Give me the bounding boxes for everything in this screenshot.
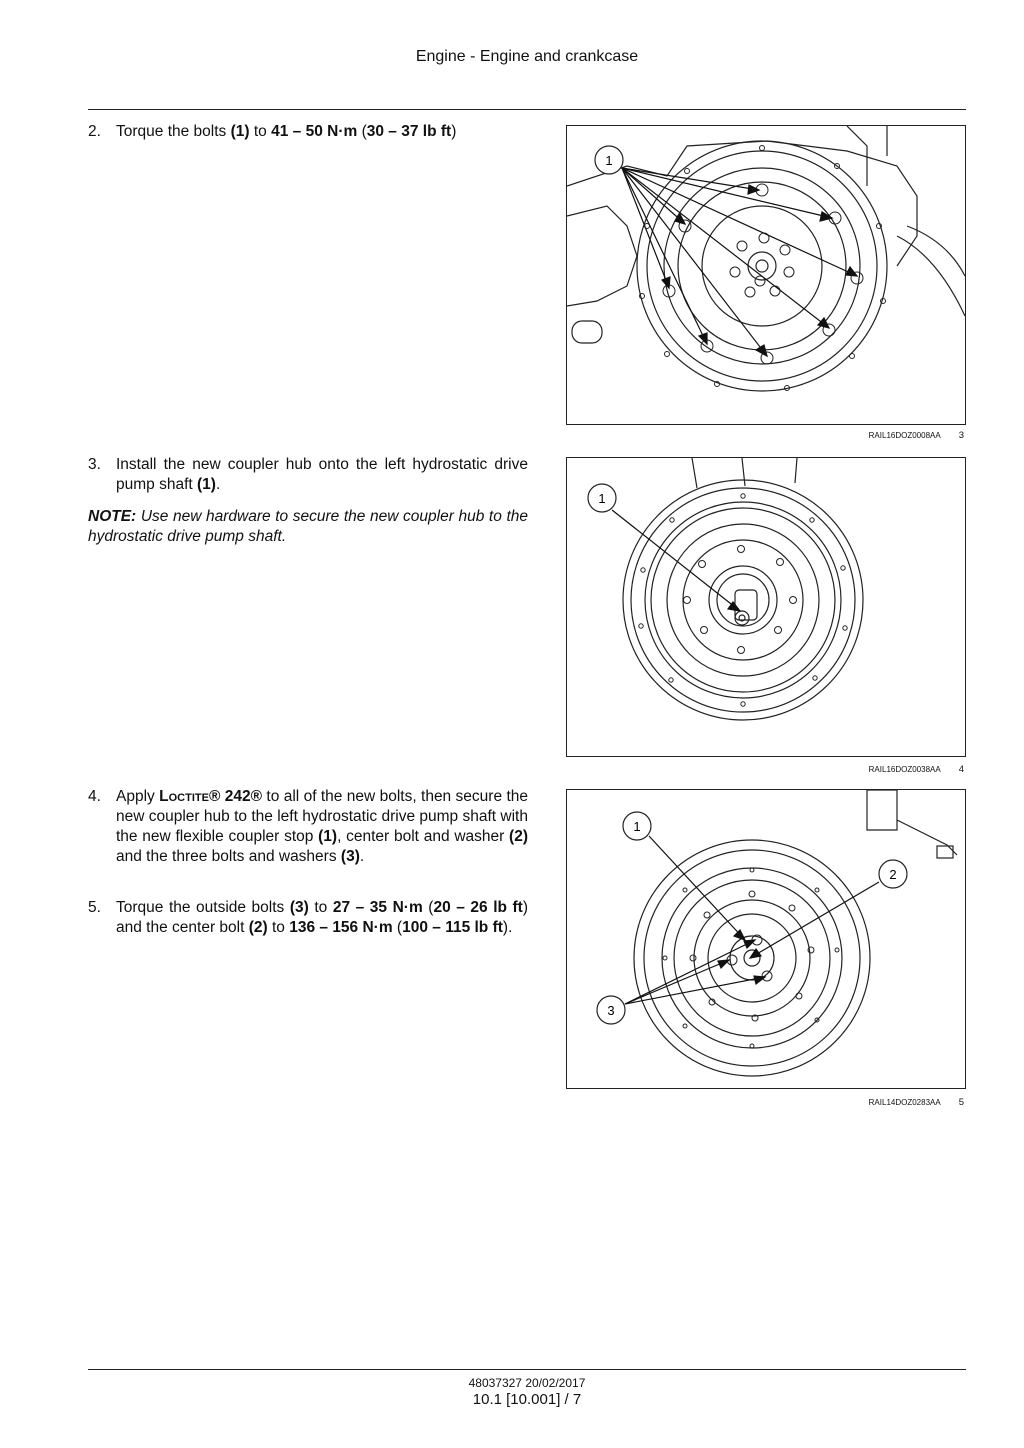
step-text-run: Loctite® 242®	[159, 788, 263, 805]
step-text-run: ) and the center bolt	[116, 899, 529, 936]
step-3	[88, 455, 528, 495]
figure-4-caption	[566, 764, 964, 775]
step-text	[116, 787, 528, 867]
step-number: 4.	[88, 788, 101, 805]
step-text-run: (	[392, 919, 403, 936]
figure-5-drawing	[566, 789, 966, 1089]
step-text	[116, 455, 528, 495]
step-text-run: to	[249, 123, 272, 140]
step-text-run: to all of the new bolts, then secure the new coupler hub to the left hydrostatic drive pump shaft with the new flexible coupler stop	[116, 788, 528, 845]
step-4	[88, 787, 528, 867]
step-text	[116, 898, 528, 938]
callout-3-label: 3	[607, 1003, 615, 1018]
callout-1-label: 1	[633, 819, 641, 834]
step-text-run: (3)	[340, 848, 360, 865]
step-text-run: (2)	[509, 828, 528, 845]
step-text-run: to	[267, 919, 290, 936]
step-text-run: (1)	[230, 123, 250, 140]
figure-number: 5	[958, 1097, 964, 1108]
step-text-run: .	[359, 848, 365, 865]
step-number: 3.	[88, 456, 101, 473]
step-text-run: (	[357, 123, 367, 140]
footer-page-number: 10.1 [10.001] / 7	[472, 1391, 582, 1408]
step-number: 5.	[88, 899, 101, 916]
figure-3-drawing	[566, 125, 966, 425]
step-text-run: 136 – 156 N·m	[289, 919, 393, 936]
step-text-run: (2)	[248, 919, 268, 936]
step-number: 2.	[88, 123, 101, 140]
step-text-run: (3)	[289, 899, 309, 916]
step-text-run: (1)	[318, 828, 338, 845]
figure-5-caption	[566, 1097, 964, 1108]
footer-doc-id: 48037327 20/02/2017	[468, 1376, 586, 1390]
step-5	[88, 898, 528, 938]
figure-3-caption	[566, 430, 964, 441]
footer-rule	[88, 1369, 966, 1370]
step-2	[88, 122, 528, 142]
step-text-run: Install the new coupler hub onto the left hydrostatic drive pump shaft	[116, 456, 528, 493]
step-text-run: 27 – 35 N·m	[332, 899, 423, 916]
callout-1-label: 1	[598, 491, 606, 506]
page-header: Engine - Engine and crankcase	[415, 48, 639, 65]
flywheel-bolts-illustration	[567, 126, 965, 424]
step-text-run: Apply	[116, 788, 160, 805]
step-text-run: 30 – 37 lb ft	[366, 123, 452, 140]
step-text-run: , center bolt and washer	[337, 828, 510, 845]
header-rule	[88, 109, 966, 110]
figure-number: 4	[958, 764, 964, 775]
step-text-run: Torque the bolts	[116, 123, 231, 140]
step-text-run: ).	[502, 919, 513, 936]
step-text-run: 41 – 50 N·m	[271, 123, 358, 140]
callout-1-label: 1	[605, 153, 613, 168]
note	[88, 507, 528, 547]
step-text-run: )	[451, 123, 457, 140]
figure-4-drawing	[566, 457, 966, 757]
coupler-stop-illustration	[567, 790, 965, 1088]
step-text-run: (1)	[197, 476, 216, 493]
step-text-run: Torque the outside bolts	[116, 899, 290, 916]
step-text-run: to	[308, 899, 333, 916]
coupler-hub-illustration	[567, 458, 965, 756]
step-text-run: .	[215, 476, 221, 493]
step-text	[116, 122, 528, 142]
figure-number: 3	[958, 430, 964, 441]
step-text-run: 20 – 26 lb ft	[433, 899, 523, 916]
note-label: NOTE:	[88, 508, 137, 525]
step-text-run: and the three bolts and washers	[116, 848, 341, 865]
figure-code: RAIL16DOZ0008AA	[868, 431, 941, 440]
figure-code: RAIL14DOZ0283AA	[868, 1098, 941, 1107]
callout-2-label: 2	[889, 867, 897, 882]
step-text-run: 100 – 115 lb ft	[402, 919, 503, 936]
figure-code: RAIL16DOZ0038AA	[868, 765, 941, 774]
step-text-run: (	[422, 899, 434, 916]
note-text: Use new hardware to secure the new coupler hub to the hydrostatic drive pump shaft.	[88, 508, 528, 545]
